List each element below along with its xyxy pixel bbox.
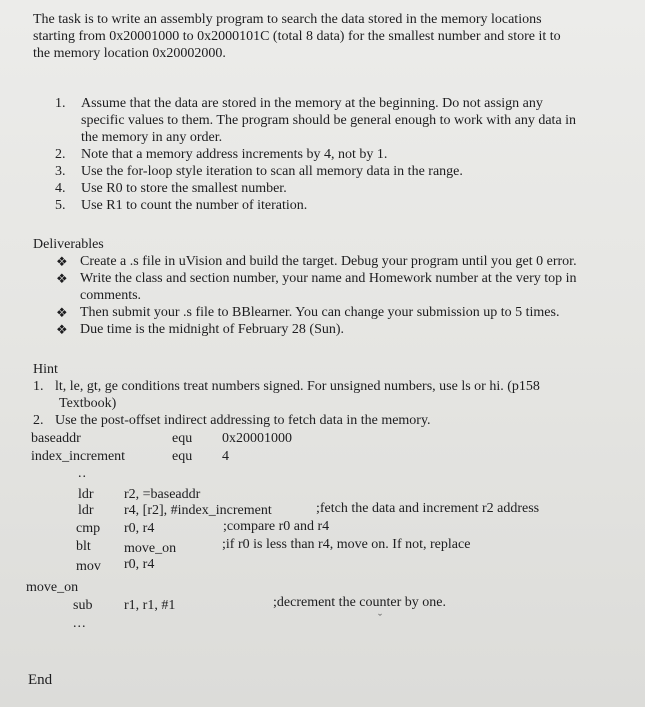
- item-number: 2.: [55, 147, 66, 162]
- equate-op: equ: [172, 449, 193, 464]
- item-number: 1.: [33, 379, 44, 394]
- list-item: [56, 321, 633, 338]
- code-comment: ;if r0 is less than r4, move on. If not, replace: [222, 537, 471, 552]
- list-item: [33, 412, 633, 429]
- item-number: 3.: [55, 164, 66, 179]
- intro-line: starting from 0x20001000 to 0x2000101C (total 8 data) for the smallest number and store it to: [33, 29, 561, 44]
- code-args: r0, r4: [124, 521, 155, 536]
- item-text: [55, 378, 633, 412]
- item-text: [80, 270, 633, 304]
- equate-value: 0x20001000: [222, 431, 292, 446]
- task-description: [33, 11, 623, 62]
- item-number: 5.: [55, 198, 66, 213]
- code-args: move_on: [124, 541, 177, 556]
- intro-line: The task is to write an assembly program to search the data stored in the memory locations: [33, 12, 542, 27]
- diamond-bullet-icon: ❖: [56, 305, 68, 320]
- code-op: blt: [76, 539, 91, 554]
- list-item: [55, 163, 630, 180]
- code-op: sub: [73, 598, 93, 613]
- code-args: r2, =baseaddr: [124, 487, 201, 502]
- item-line: the memory in any order.: [81, 130, 223, 145]
- equate-op: equ: [172, 431, 193, 446]
- diamond-bullet-icon: ❖: [56, 322, 68, 337]
- requirements-list: [55, 95, 630, 214]
- list-item: [55, 95, 630, 146]
- equate-name: index_increment: [31, 449, 126, 464]
- item-text: Use the post-offset indirect addressing to fetch data in the memory.: [55, 413, 431, 428]
- item-text: [81, 95, 630, 146]
- code-args: r4, [r2], #index_increment: [124, 503, 272, 518]
- intro-line: the memory location 0x20002000.: [33, 46, 226, 61]
- diamond-bullet-icon: ❖: [56, 254, 68, 269]
- item-line: Textbook): [59, 396, 117, 411]
- item-number: 4.: [55, 181, 66, 196]
- code-args: r1, r1, #1: [124, 598, 176, 613]
- list-item: [56, 253, 633, 270]
- item-line: Assume that the data are stored in the memory at the beginning. Do not assign any: [81, 96, 543, 111]
- list-item: [55, 146, 630, 163]
- item-line: lt, le, gt, ge conditions treat numbers signed. For unsigned numbers, use ls or hi. (p158: [55, 379, 540, 394]
- deliverables-list: [33, 253, 633, 338]
- item-text: Due time is the midnight of February 28 (Sun).: [80, 322, 345, 337]
- list-item: [33, 378, 633, 412]
- item-line: specific values to them. The program should be general enough to work with any data in: [81, 113, 577, 128]
- item-text: Use the for-loop style iteration to scan all memory data in the range.: [81, 164, 463, 179]
- code-args: r0, r4: [124, 557, 155, 572]
- deliverables-heading: Deliverables: [33, 237, 104, 252]
- item-line: Write the class and section number, your name and Homework number at the very top in: [80, 271, 577, 286]
- diamond-bullet-icon: ❖: [56, 271, 68, 286]
- hint-section: [33, 361, 633, 429]
- code-op: mov: [76, 559, 101, 574]
- code-op: cmp: [76, 521, 101, 536]
- item-text: Note that a memory address increments by 4, not by 1.: [81, 147, 388, 162]
- item-number: 2.: [33, 413, 44, 428]
- item-number: 1.: [55, 96, 66, 111]
- hint-heading: Hint: [33, 362, 58, 377]
- equate-value: 4: [222, 449, 229, 464]
- item-text: Use R1 to count the number of iteration.: [81, 198, 308, 213]
- code-comment: ;decrement the counter by one.: [273, 595, 446, 610]
- item-text: Then submit your .s file to BBlearner. You can change your submission up to 5 times.: [80, 305, 560, 320]
- equate-name: baseaddr: [31, 431, 81, 446]
- code-comment: ;compare r0 and r4: [223, 519, 330, 534]
- code-op: ldr: [78, 487, 94, 502]
- code-op: ldr: [78, 503, 94, 518]
- end-directive: End: [28, 672, 53, 688]
- code-label: move_on: [26, 580, 79, 595]
- deliverables-section: [33, 236, 633, 338]
- item-text: Create a .s file in uVision and build the target. Debug your program until you get 0 error.: [80, 254, 577, 269]
- code-comment: ;fetch the data and increment r2 address: [316, 501, 540, 516]
- ellipsis-marker: ..: [78, 466, 87, 481]
- list-item: [56, 304, 633, 321]
- list-item: [56, 270, 633, 304]
- item-line: comments.: [80, 288, 142, 303]
- ellipsis-marker: ...: [73, 616, 87, 631]
- caret-mark-icon: ˇ: [378, 611, 382, 625]
- list-item: [55, 197, 630, 214]
- list-item: [55, 180, 630, 197]
- item-text: Use R0 to store the smallest number.: [81, 181, 287, 196]
